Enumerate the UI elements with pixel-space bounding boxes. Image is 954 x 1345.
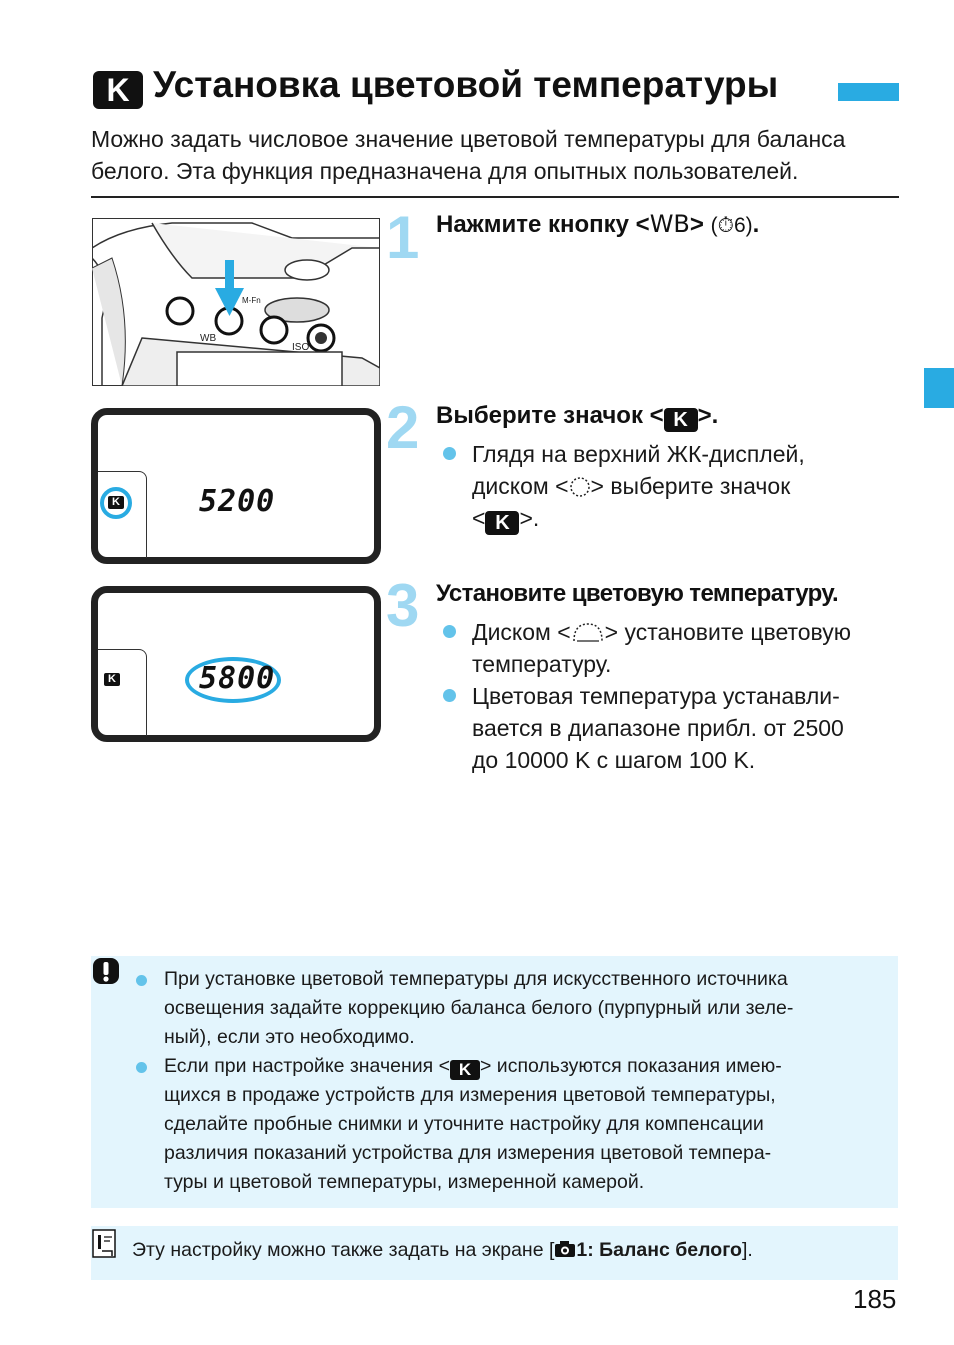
caution-item-1 (164, 965, 894, 1052)
step-2-number: 2 (386, 394, 420, 461)
color-temperature-icon: K (450, 1060, 480, 1080)
tip-suffix: ]. (741, 1239, 753, 1261)
camera-top-svg (92, 218, 380, 386)
bullet-dot (443, 689, 456, 702)
wb-label: WB (200, 333, 217, 344)
lcd-k-icon: K (104, 673, 120, 686)
step-3-bullet-1-line1 (472, 616, 902, 648)
lcd-display-step2 (91, 408, 381, 564)
iso-label: ISO (292, 342, 310, 353)
step-2-title-suffix: >. (697, 402, 719, 429)
title-accent-bar (838, 83, 899, 101)
camera-illustration (92, 218, 380, 386)
wb-button-label: WB (649, 210, 690, 238)
caution-item-1-line3: ный), если это необходимо. (164, 1026, 415, 1048)
step-3-bullet-2 (472, 680, 902, 776)
step-2-line2-suffix: > выберите значок (590, 473, 791, 499)
page-title-text: Установка цветовой температуры (153, 64, 779, 105)
caution-item-2-prefix: Если при настройке значения < (164, 1055, 450, 1077)
caution-item-2 (164, 1052, 894, 1197)
step-1-title (436, 210, 759, 239)
step-3-number: 3 (386, 572, 420, 639)
step-3-bullet-2-line1: Цветовая температура устанавли- (472, 683, 840, 709)
step-2-title (436, 402, 718, 432)
step-3-bullet-2-line3: до 10000 K с шагом 100 K. (472, 747, 756, 773)
step-2-bullet (472, 438, 902, 535)
lcd-display-step3 (91, 586, 381, 742)
step-2-bullet-line3 (472, 502, 902, 535)
step-3-title: Установите цветовую температуру. (436, 580, 839, 607)
step-2-line2-prefix: диском < (472, 473, 569, 499)
quick-control-dial-icon (571, 619, 605, 641)
step-2-line3-prefix: < (472, 505, 486, 531)
mfn-label: M-Fn (242, 296, 261, 305)
bullet-dot (136, 975, 147, 986)
intro-paragraph: Можно задать числовое значение цветовой температуры для баланса белого. Эта функция предназначена для опытных пользователей. (91, 126, 846, 184)
step-3-bullet-1-prefix: Диском < (472, 619, 571, 645)
caution-item-2-suffix: > используются показания имею- (480, 1055, 782, 1077)
step-1-number: 1 (386, 204, 420, 271)
bullet-dot (443, 625, 456, 638)
bullet-dot (443, 447, 456, 460)
step-3-bullet-2-line2: вается в диапазоне прибл. от 2500 (472, 715, 844, 741)
caution-item-2-line4: различия показаний устройства для измерения цветовой темпера- (164, 1142, 772, 1164)
caution-icon (92, 957, 120, 987)
page-title (93, 64, 778, 109)
step-1-title-suffix: > (689, 211, 704, 238)
step-2-bullet-line1: Глядя на верхний ЖК-дисплей, (472, 441, 805, 467)
tip-text (132, 1236, 753, 1265)
caution-item-2-line1 (164, 1052, 894, 1081)
caution-item-1-line1: При установке цветовой температуры для искусственного источника (164, 968, 788, 990)
lcd-value: 5200 (199, 484, 276, 519)
divider (91, 196, 899, 198)
timer-ref: (⏱6) (710, 214, 753, 237)
caution-item-2-line2: щихся в продаже устройств для измерения цветовой температуры, (164, 1084, 776, 1106)
step-2-bullet-line2 (472, 470, 902, 502)
step-3-bullet-1 (472, 616, 902, 680)
section-tab-marker (924, 368, 954, 408)
color-temperature-icon: K (93, 71, 143, 109)
tip-prefix: Эту настройку можно также задать на экране [ (132, 1239, 555, 1261)
step-2-title-prefix: Выберите значок < (436, 402, 664, 429)
color-temperature-icon: K (485, 511, 519, 535)
step-2-line3-suffix: >. (519, 505, 540, 531)
camera-menu-icon (554, 1238, 576, 1256)
caution-item-2-line5: туры и цветовой температуры, измеренной камерой. (164, 1171, 645, 1193)
step-1-title-end: . (752, 211, 760, 238)
memo-icon (92, 1229, 118, 1259)
lcd-k-icon: K (108, 496, 124, 509)
bullet-dot (136, 1062, 147, 1073)
step-1-title-prefix: Нажмите кнопку < (436, 211, 650, 238)
color-temperature-icon: K (664, 408, 698, 432)
lcd-side-panel (98, 649, 147, 736)
caution-item-2-line3: сделайте пробные снимки и уточните настройку для компенсации (164, 1113, 764, 1135)
page-number: 185 (853, 1284, 897, 1314)
main-dial-icon (569, 474, 591, 496)
step-3-bullet-1-suffix: > установите цветовую (604, 619, 852, 645)
lcd-value: 5800 (199, 661, 276, 696)
step-3-bullet-1-line2: температуру. (472, 651, 612, 677)
tip-menu-name: 1: Баланс белого (576, 1239, 742, 1261)
caution-item-1-line2: освещения задайте коррекцию баланса белого (пурпурный или зеле- (164, 997, 794, 1019)
